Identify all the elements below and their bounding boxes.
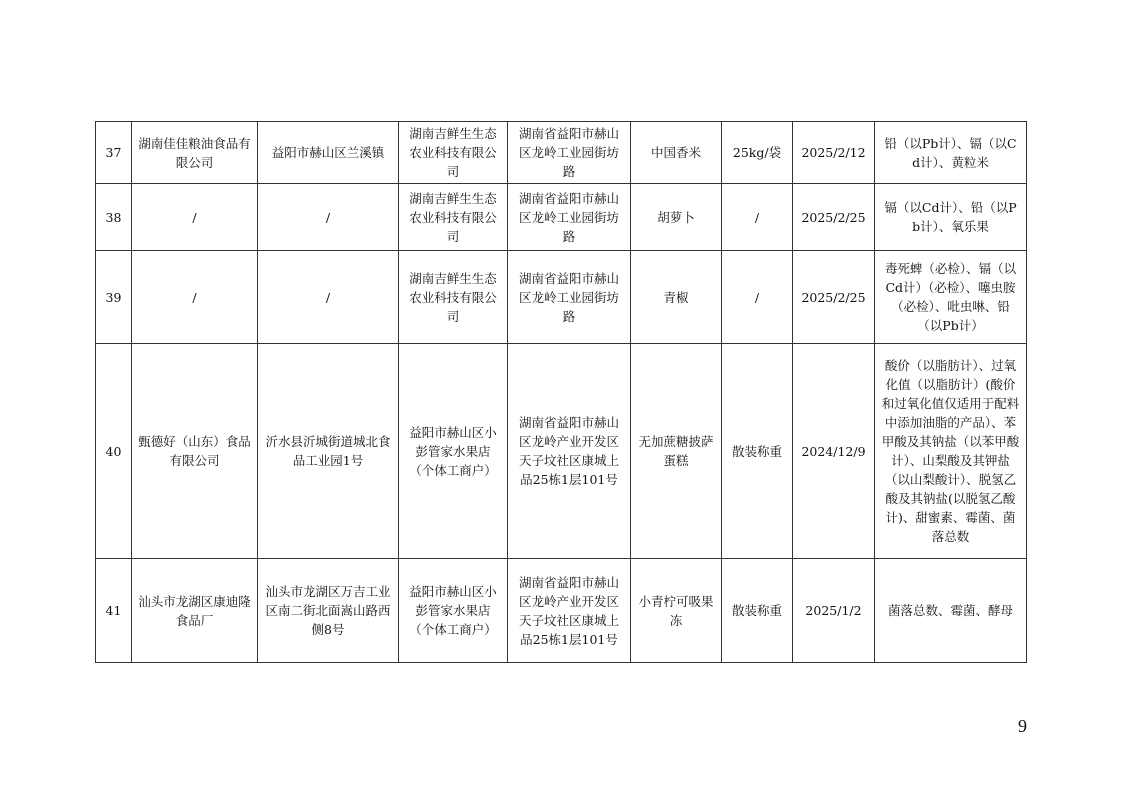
producer-address: 汕头市龙湖区万吉工业区南二街北面嵩山路西侧8号 (258, 559, 399, 663)
producer-name: / (132, 184, 258, 251)
producer-address: / (258, 251, 399, 344)
seller-name: 益阳市赫山区小彭管家水果店（个体工商户） (399, 559, 508, 663)
product-name: 无加蔗糖披萨蛋糕 (631, 344, 722, 559)
product-name: 中国香米 (631, 122, 722, 184)
inspection-items: 菌落总数、霉菌、酵母 (875, 559, 1027, 663)
inspection-items: 铅（以Pb计）、镉（以Cd计）、黄粒米 (875, 122, 1027, 184)
seller-name: 益阳市赫山区小彭管家水果店（个体工商户） (399, 344, 508, 559)
seller-name: 湖南吉鲜生生态农业科技有限公司 (399, 251, 508, 344)
producer-address: 沂水县沂城街道城北食品工业园1号 (258, 344, 399, 559)
sampling-results-table (95, 121, 1027, 663)
producer-name: 湖南佳佳粮油食品有限公司 (132, 122, 258, 184)
seller-name: 湖南吉鲜生生态农业科技有限公司 (399, 122, 508, 184)
row-number: 39 (96, 251, 132, 344)
production-date: 2025/2/25 (793, 184, 875, 251)
table-row (96, 122, 1027, 184)
row-number: 37 (96, 122, 132, 184)
seller-address: 湖南省益阳市赫山区龙岭工业园街坊路 (508, 184, 631, 251)
table-row (96, 344, 1027, 559)
product-name: 小青柠可吸果冻 (631, 559, 722, 663)
table-row (96, 184, 1027, 251)
product-name: 青椒 (631, 251, 722, 344)
product-spec: 散装称重 (722, 344, 793, 559)
producer-address: 益阳市赫山区兰溪镇 (258, 122, 399, 184)
producer-name: / (132, 251, 258, 344)
row-number: 41 (96, 559, 132, 663)
inspection-items: 毒死蜱（必检）、镉（以Cd计）（必检）、噻虫胺（必检）、吡虫啉、铅（以Pb计） (875, 251, 1027, 344)
seller-address: 湖南省益阳市赫山区龙岭工业园街坊路 (508, 122, 631, 184)
page-number: 9 (1018, 716, 1027, 736)
seller-name: 湖南吉鲜生生态农业科技有限公司 (399, 184, 508, 251)
production-date: 2024/12/9 (793, 344, 875, 559)
row-number: 38 (96, 184, 132, 251)
product-spec: 散装称重 (722, 559, 793, 663)
production-date: 2025/2/25 (793, 251, 875, 344)
producer-address: / (258, 184, 399, 251)
product-spec: 25kg/袋 (722, 122, 793, 184)
inspection-items: 酸价（以脂肪计）、过氧化值（以脂肪计）(酸价和过氧化值仅适用于配料中添加油脂的产品）、苯甲酸及其钠盐（以苯甲酸计）、山梨酸及其钾盐（以山梨酸计）、脱氢乙酸及其钠盐(以脱氢乙酸计)、甜蜜素、霉菌、菌落总数 (875, 344, 1027, 559)
seller-address: 湖南省益阳市赫山区龙岭工业园街坊路 (508, 251, 631, 344)
seller-address: 湖南省益阳市赫山区龙岭产业开发区天子坟社区康城上品25栋1层101号 (508, 559, 631, 663)
product-spec: / (722, 184, 793, 251)
product-name: 胡萝卜 (631, 184, 722, 251)
table-row (96, 251, 1027, 344)
inspection-items: 镉（以Cd计）、铅（以Pb计）、氧乐果 (875, 184, 1027, 251)
production-date: 2025/1/2 (793, 559, 875, 663)
seller-address: 湖南省益阳市赫山区龙岭产业开发区天子坟社区康城上品25栋1层101号 (508, 344, 631, 559)
row-number: 40 (96, 344, 132, 559)
product-spec: / (722, 251, 793, 344)
producer-name: 汕头市龙湖区康迪隆食品厂 (132, 559, 258, 663)
producer-name: 甄德好（山东）食品有限公司 (132, 344, 258, 559)
production-date: 2025/2/12 (793, 122, 875, 184)
table-row (96, 559, 1027, 663)
